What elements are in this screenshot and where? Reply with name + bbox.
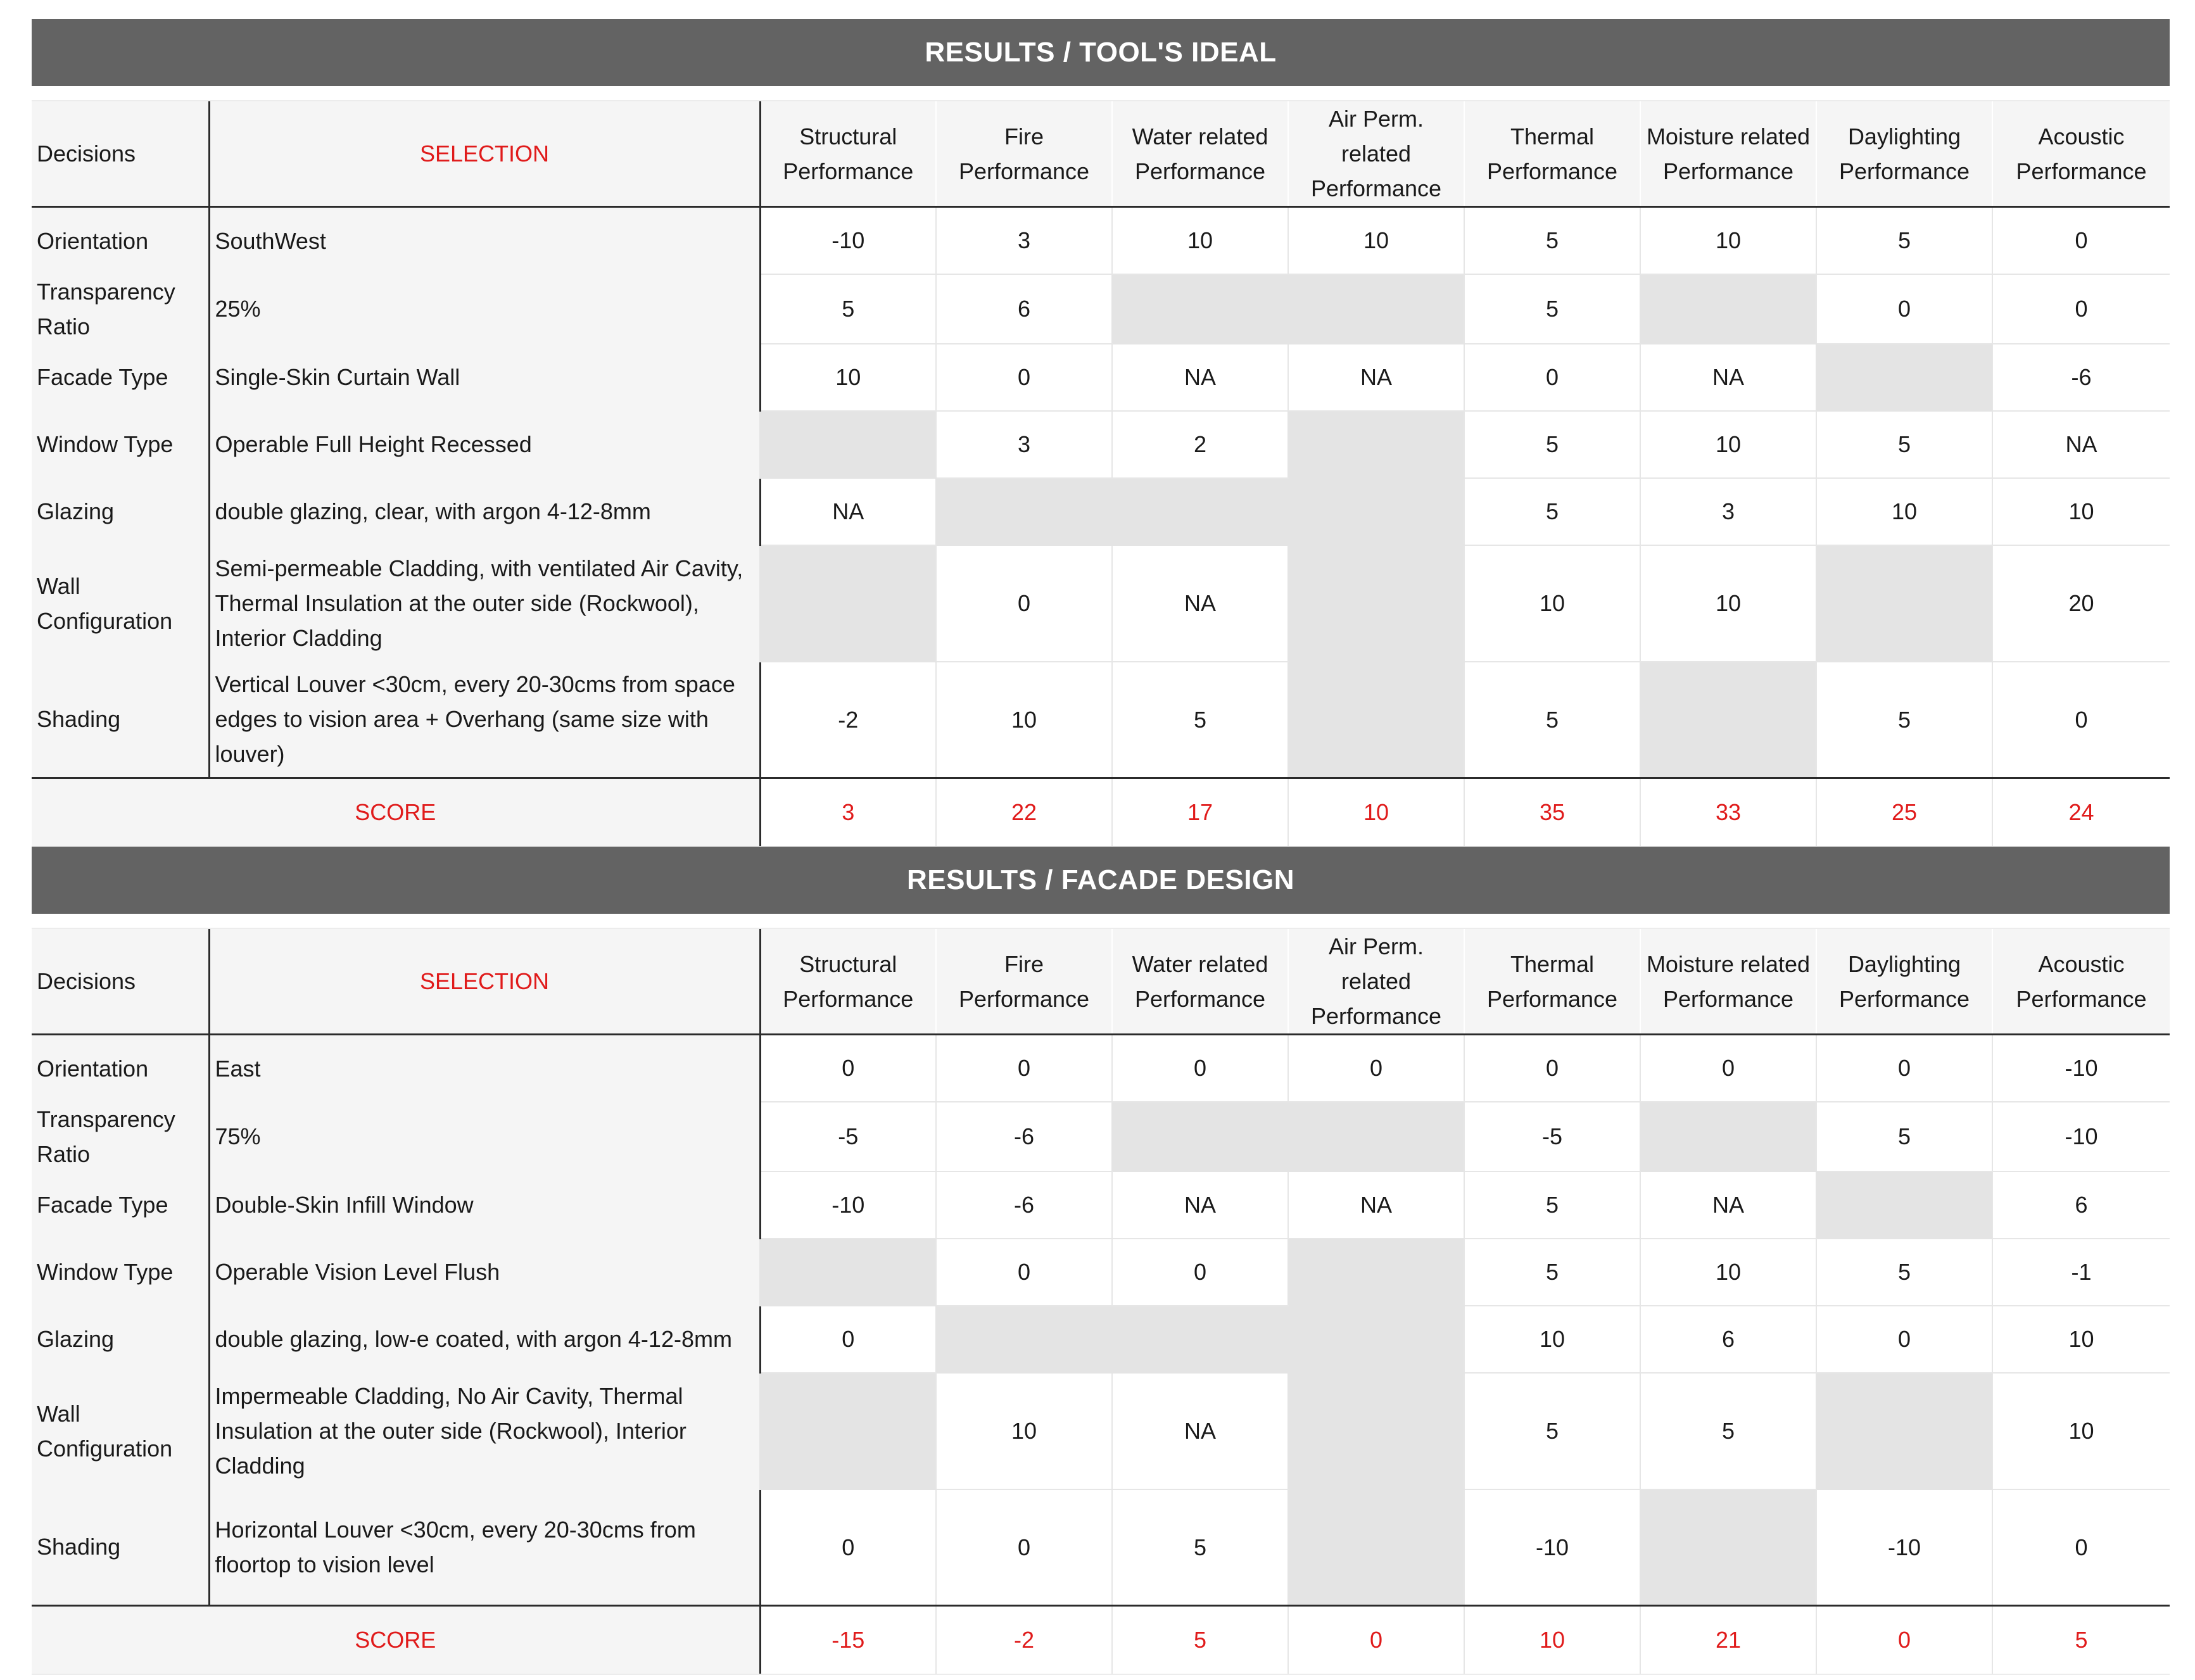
table-row [32,1306,2170,1373]
score-cell: NA [1112,1172,1288,1239]
score-cell: 10 [1464,545,1640,662]
header-row [32,929,2170,1035]
spacer [32,86,2170,101]
selection-value: Operable Full Height Recessed [209,411,760,478]
total-score: 10 [1464,1606,1640,1674]
total-score: 17 [1112,778,1288,846]
empty-cell [1288,662,1464,778]
total-score: 25 [1816,778,1992,846]
score-cell: 6 [1992,1172,2170,1239]
total-score: 5 [1992,1606,2170,1674]
score-cell: 6 [936,274,1112,344]
category-header: Fire Performance [936,929,1112,1035]
score-cell: 0 [1992,274,2170,344]
score-cell: 10 [1640,411,1816,478]
score-cell: 5 [1816,1102,1992,1172]
category-header: Air Perm. related Performance [1288,101,1464,207]
empty-cell [1640,662,1816,778]
score-cell: -5 [760,1102,936,1172]
selection-value: 25% [209,274,760,344]
selection-value: Operable Vision Level Flush [209,1239,760,1306]
table-row [32,344,2170,411]
empty-cell [1640,1489,1816,1606]
table-row [32,1035,2170,1102]
score-cell: 10 [1288,207,1464,274]
empty-cell [1288,1489,1464,1606]
total-score: 24 [1992,778,2170,846]
selection-value: Vertical Louver <30cm, every 20-30cms from space edges to vision area + Overhang (same size with louver) [209,662,760,778]
selection-value: 75% [209,1102,760,1172]
category-header: Thermal Performance [1464,101,1640,207]
score-cell: 0 [936,1489,1112,1606]
empty-cell [1288,1373,1464,1489]
score-cell: 10 [1640,545,1816,662]
table-row [32,478,2170,545]
category-header: Acoustic Performance [1992,101,2170,207]
score-cell: 5 [1816,662,1992,778]
score-cell: 0 [1816,1035,1992,1102]
score-cell: NA [1112,344,1288,411]
score-cell: 10 [936,662,1112,778]
score-cell: 6 [1640,1306,1816,1373]
empty-cell [1288,1306,1464,1373]
score-label: SCORE [32,1606,760,1674]
empty-cell [1288,545,1464,662]
selection-value: Semi-permeable Cladding, with ventilated Air Cavity, Thermal Insulation at the outer side (Rockwool), Interior Cladding [209,545,760,662]
decision-label: Wall Configuration [32,1373,209,1489]
empty-cell [1288,478,1464,545]
total-score: 0 [1288,1606,1464,1674]
score-cell: 3 [1640,478,1816,545]
score-cell: 5 [1464,1373,1640,1489]
score-cell: 10 [1640,207,1816,274]
category-header: Daylighting Performance [1816,101,1992,207]
decision-label: Orientation [32,1035,209,1102]
score-cell: 5 [1112,1489,1288,1606]
empty-cell [760,545,936,662]
selection-value: double glazing, clear, with argon 4-12-8mm [209,478,760,545]
score-cell: NA [1112,545,1288,662]
score-row [32,1606,2170,1674]
table-row [32,411,2170,478]
empty-cell [1816,545,1992,662]
table-row [32,1172,2170,1239]
score-cell: 5 [1464,1239,1640,1306]
score-cell: 0 [1992,207,2170,274]
empty-cell [1816,344,1992,411]
score-cell: 10 [1992,1373,2170,1489]
total-score: 0 [1816,1606,1992,1674]
empty-cell [1112,478,1288,545]
total-score: -2 [936,1606,1112,1674]
selection-value: Single-Skin Curtain Wall [209,344,760,411]
score-cell: -2 [760,662,936,778]
score-cell: -6 [936,1172,1112,1239]
score-cell: 0 [1816,1306,1992,1373]
score-cell: 5 [1816,1239,1992,1306]
selection-value: Double-Skin Infill Window [209,1172,760,1239]
decision-label: Facade Type [32,1172,209,1239]
decision-label: Shading [32,1489,209,1606]
score-cell: -5 [1464,1102,1640,1172]
score-cell: 3 [936,411,1112,478]
total-score: 33 [1640,778,1816,846]
category-header: Structural Performance [760,929,936,1035]
score-cell: -10 [1816,1489,1992,1606]
selection-value: Impermeable Cladding, No Air Cavity, Thermal Insulation at the outer side (Rockwool), Interior Cladding [209,1373,760,1489]
decision-label: Shading [32,662,209,778]
results-panel-facade-design [32,847,2170,1680]
category-header: Structural Performance [760,101,936,207]
decision-label: Glazing [32,478,209,545]
decision-label: Wall Configuration [32,545,209,662]
score-cell: 2 [1112,411,1288,478]
decision-label: Orientation [32,207,209,274]
score-cell: 5 [1640,1373,1816,1489]
category-header: Moisture related Performance [1640,101,1816,207]
selection-value: SouthWest [209,207,760,274]
score-cell: NA [1640,1172,1816,1239]
score-cell: 0 [936,1239,1112,1306]
total-score: 3 [760,778,936,846]
results-table-facade-design [32,929,2170,1674]
empty-cell [1112,1102,1288,1172]
table-row [32,1239,2170,1306]
decision-label: Glazing [32,1306,209,1373]
score-cell: 10 [936,1373,1112,1489]
score-cell: NA [760,478,936,545]
score-cell: 0 [936,344,1112,411]
category-header: Thermal Performance [1464,929,1640,1035]
total-score: -15 [760,1606,936,1674]
table-row [32,207,2170,274]
score-cell: 0 [760,1306,936,1373]
score-cell: -1 [1992,1239,2170,1306]
score-cell: 5 [1464,411,1640,478]
category-header: Moisture related Performance [1640,929,1816,1035]
table-row [32,662,2170,778]
score-cell: 5 [1464,662,1640,778]
table-title: RESULTS / FACADE DESIGN [32,847,2170,914]
empty-cell [1288,1239,1464,1306]
decision-label: Window Type [32,1239,209,1306]
empty-cell [760,1373,936,1489]
spacer [32,914,2170,929]
total-score: 5 [1112,1606,1288,1674]
empty-cell [760,411,936,478]
category-header: Acoustic Performance [1992,929,2170,1035]
selection-value: East [209,1035,760,1102]
score-cell: 10 [760,344,936,411]
table-title: RESULTS / TOOL'S IDEAL [32,19,2170,86]
results-table-tools-ideal [32,101,2170,846]
category-header: Fire Performance [936,101,1112,207]
score-cell: 10 [1640,1239,1816,1306]
score-cell: 10 [1112,207,1288,274]
decision-label: Facade Type [32,344,209,411]
score-cell: 0 [1640,1035,1816,1102]
score-cell: 10 [1816,478,1992,545]
score-cell: 0 [1464,1035,1640,1102]
score-cell: 5 [1816,411,1992,478]
score-cell: -10 [760,1172,936,1239]
decision-label: Window Type [32,411,209,478]
score-cell: 10 [1992,478,2170,545]
score-cell: -10 [760,207,936,274]
decisions-header: Decisions [32,101,209,207]
table-row [32,1373,2170,1489]
header-row [32,101,2170,207]
score-cell: 0 [936,545,1112,662]
score-cell: 0 [936,1035,1112,1102]
results-panel-tools-ideal [32,19,2170,852]
score-cell: NA [1288,344,1464,411]
score-cell: 5 [1816,207,1992,274]
score-cell: NA [1112,1373,1288,1489]
score-cell: -10 [1992,1102,2170,1172]
score-cell: NA [1288,1172,1464,1239]
score-cell: -6 [1992,344,2170,411]
score-cell: 0 [1464,344,1640,411]
empty-cell [936,478,1112,545]
selection-value: double glazing, low-e coated, with argon 4-12-8mm [209,1306,760,1373]
empty-cell [1288,411,1464,478]
score-cell: NA [1992,411,2170,478]
empty-cell [1112,274,1288,344]
empty-cell [1640,274,1816,344]
decision-label: Transparency Ratio [32,274,209,344]
selection-header: SELECTION [209,101,760,207]
score-cell: 0 [1992,662,2170,778]
score-cell: 0 [760,1489,936,1606]
empty-cell [1640,1102,1816,1172]
category-header: Water related Performance [1112,101,1288,207]
selection-value: Horizontal Louver <30cm, every 20-30cms from floortop to vision level [209,1489,760,1606]
score-cell: 10 [1464,1306,1640,1373]
decisions-header: Decisions [32,929,209,1035]
empty-cell [760,1239,936,1306]
score-row [32,778,2170,846]
total-score: 35 [1464,778,1640,846]
score-cell: 0 [1288,1035,1464,1102]
category-header: Daylighting Performance [1816,929,1992,1035]
empty-cell [1112,1306,1288,1373]
score-label: SCORE [32,778,760,846]
divider [32,1674,2170,1680]
table-row [32,545,2170,662]
score-cell: 5 [760,274,936,344]
empty-cell [1288,1102,1464,1172]
score-cell: 0 [1112,1035,1288,1102]
empty-cell [1816,1373,1992,1489]
category-header: Water related Performance [1112,929,1288,1035]
score-cell: -10 [1992,1035,2170,1102]
score-cell: 10 [1992,1306,2170,1373]
total-score: 22 [936,778,1112,846]
score-cell: 0 [1112,1239,1288,1306]
score-cell: 5 [1464,1172,1640,1239]
score-cell: 0 [760,1035,936,1102]
decision-label: Transparency Ratio [32,1102,209,1172]
score-cell: 5 [1464,274,1640,344]
total-score: 21 [1640,1606,1816,1674]
score-cell: 0 [1992,1489,2170,1606]
score-cell: 20 [1992,545,2170,662]
total-score: 10 [1288,778,1464,846]
category-header: Air Perm. related Performance [1288,929,1464,1035]
score-cell: 0 [1816,274,1992,344]
empty-cell [1816,1172,1992,1239]
score-cell: 5 [1464,207,1640,274]
table-row [32,1102,2170,1172]
table-row [32,1489,2170,1606]
empty-cell [936,1306,1112,1373]
score-cell: -10 [1464,1489,1640,1606]
score-cell: 3 [936,207,1112,274]
score-cell: -6 [936,1102,1112,1172]
table-row [32,274,2170,344]
selection-header: SELECTION [209,929,760,1035]
empty-cell [1288,274,1464,344]
score-cell: 5 [1464,478,1640,545]
score-cell: NA [1640,344,1816,411]
score-cell: 5 [1112,662,1288,778]
